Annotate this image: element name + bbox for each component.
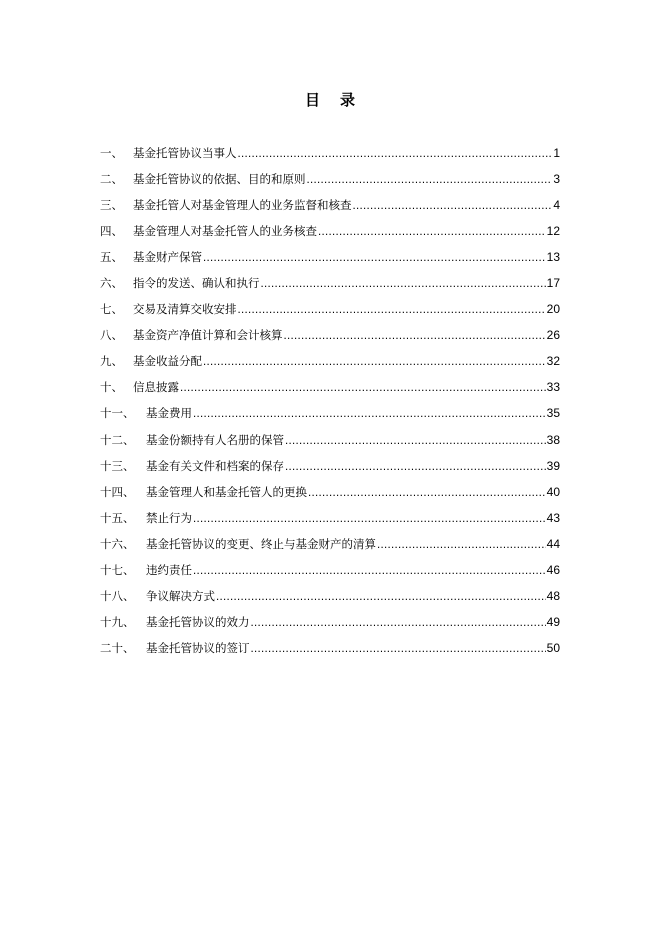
toc-dot-leader [307, 170, 553, 190]
toc-entry-number: 九、 [100, 354, 123, 369]
toc-entry[interactable] [100, 143, 560, 169]
toc-entry-page-number: 4 [553, 198, 560, 213]
toc-entry-label: 基金份额持有人名册的保管 [146, 432, 284, 447]
toc-dot-leader [203, 352, 546, 372]
toc-entry-page-number: 1 [553, 146, 560, 160]
toc-entry-page-number: 12 [546, 224, 560, 239]
toc-dot-leader [318, 222, 546, 242]
toc-entry[interactable] [100, 586, 560, 612]
toc-dot-leader [238, 144, 553, 164]
toc-entry[interactable] [100, 612, 560, 638]
toc-entry-label: 争议解决方式 [146, 588, 215, 603]
toc-entry-label: 基金费用 [146, 406, 192, 421]
toc-entry[interactable] [100, 403, 560, 429]
toc-entry-number: 十、 [100, 380, 123, 395]
toc-dot-leader [308, 483, 546, 503]
toc-entry[interactable] [100, 351, 560, 377]
toc-dot-leader [180, 378, 546, 398]
toc-entry-number: 十八、 [100, 588, 135, 603]
toc-entry-number: 十六、 [100, 536, 135, 551]
toc-dot-leader [251, 639, 546, 659]
toc-entry-number: 三、 [100, 198, 123, 213]
toc-entry-page-number: 20 [546, 302, 560, 317]
toc-dot-leader [285, 431, 546, 451]
toc-entry[interactable] [100, 325, 560, 351]
toc-entry-number: 四、 [100, 224, 123, 239]
toc-dot-leader [193, 509, 546, 529]
toc-entry-label: 基金收益分配 [133, 354, 202, 369]
toc-entry-label: 基金管理人对基金托管人的业务核查 [133, 224, 317, 239]
toc-entry-label: 基金托管人对基金管理人的业务监督和核查 [133, 198, 352, 213]
toc-dot-leader [238, 300, 546, 320]
toc-dot-leader [261, 274, 546, 294]
toc-entry-page-number: 49 [546, 614, 560, 629]
toc-entry-page-number: 50 [546, 640, 560, 655]
toc-entry-page-number: 35 [546, 406, 560, 421]
toc-entry-number: 六、 [100, 276, 123, 291]
toc-entry-label: 基金有关文件和档案的保存 [146, 458, 284, 473]
toc-entry[interactable] [100, 560, 560, 586]
toc-entry-page-number: 17 [546, 276, 560, 291]
toc-entry-label: 交易及清算交收安排 [133, 302, 237, 317]
toc-entry-label: 基金管理人和基金托管人的更换 [146, 484, 307, 499]
toc-dot-leader [216, 587, 546, 607]
toc-entry-label: 基金托管协议的签订 [146, 640, 250, 655]
toc-entry-label: 基金托管协议的依据、目的和原则 [133, 172, 306, 187]
toc-entry[interactable] [100, 195, 560, 221]
toc-title [0, 89, 662, 110]
toc-entry-page-number: 40 [546, 484, 560, 499]
toc-entry-page-number: 26 [546, 328, 560, 343]
toc-entry-number: 十四、 [100, 484, 135, 499]
toc-entry[interactable] [100, 508, 560, 534]
toc-entry-page-number: 43 [546, 510, 560, 525]
toc-entry[interactable] [100, 456, 560, 482]
toc-entry-number: 十九、 [100, 614, 135, 629]
toc-entry[interactable] [100, 638, 560, 664]
toc-entry-label: 信息披露 [133, 380, 179, 395]
toc-entry-page-number: 32 [546, 354, 560, 369]
toc-entry-number: 十七、 [100, 562, 135, 577]
toc-entry-number: 一、 [100, 146, 123, 160]
toc-entry-label: 基金托管协议的变更、终止与基金财产的清算 [146, 536, 376, 551]
toc-entry-page-number: 3 [553, 172, 560, 187]
toc-dot-leader [285, 457, 546, 477]
toc-entry-label: 指令的发送、确认和执行 [133, 276, 260, 291]
toc-entry-label: 基金财产保管 [133, 250, 202, 265]
toc-dot-leader [353, 196, 553, 216]
toc-entry-number: 十五、 [100, 510, 135, 525]
toc-entry[interactable] [100, 247, 560, 273]
toc-dot-leader [284, 326, 546, 346]
toc-entry-page-number: 33 [546, 380, 560, 395]
toc-dot-leader [377, 535, 546, 555]
toc-dot-leader [193, 404, 546, 424]
toc-entry-number: 十二、 [100, 432, 135, 447]
toc-entry-page-number: 38 [546, 432, 560, 447]
toc-entry-number: 十一、 [100, 406, 135, 421]
toc-entry[interactable] [100, 221, 560, 247]
toc-entry-number: 二、 [100, 172, 123, 187]
toc-entry[interactable] [100, 534, 560, 560]
toc-entry[interactable] [100, 169, 560, 195]
toc-entry-label: 禁止行为 [146, 510, 192, 525]
toc-entry-page-number: 44 [546, 536, 560, 551]
toc-list [100, 143, 560, 664]
toc-entry[interactable] [100, 430, 560, 456]
toc-entry[interactable] [100, 273, 560, 299]
toc-entry-number: 八、 [100, 328, 123, 343]
toc-entry-page-number: 39 [546, 458, 560, 473]
toc-entry-number: 五、 [100, 250, 123, 265]
toc-dot-leader [203, 248, 546, 268]
toc-entry[interactable] [100, 299, 560, 325]
toc-entry[interactable] [100, 377, 560, 403]
toc-entry-page-number: 46 [546, 562, 560, 577]
toc-entry-label: 基金托管协议的效力 [146, 614, 250, 629]
toc-entry[interactable] [100, 482, 560, 508]
toc-entry-label: 基金资产净值计算和会计核算 [133, 328, 283, 343]
toc-entry-number: 七、 [100, 302, 123, 317]
toc-entry-page-number: 13 [546, 250, 560, 265]
toc-entry-label: 违约责任 [146, 562, 192, 577]
toc-entry-number: 二十、 [100, 640, 135, 655]
toc-title-left: 目 [304, 91, 322, 109]
toc-dot-leader [251, 613, 546, 633]
toc-entry-label: 基金托管协议当事人 [133, 146, 237, 160]
toc-title-right: 录 [340, 91, 358, 109]
toc-entry-page-number: 48 [546, 588, 560, 603]
toc-entry-number: 十三、 [100, 458, 135, 473]
toc-dot-leader [193, 561, 546, 581]
